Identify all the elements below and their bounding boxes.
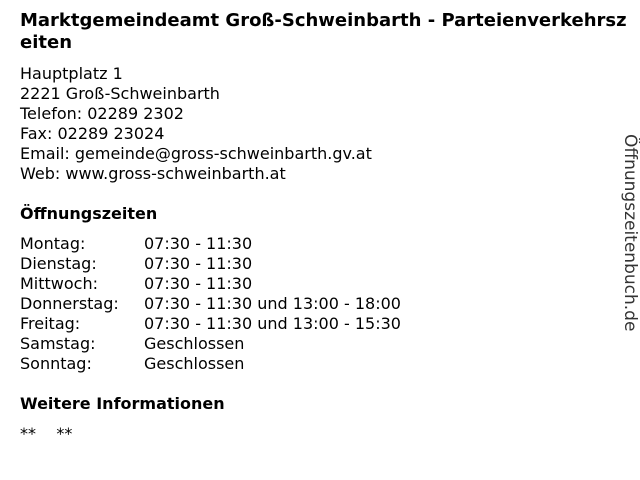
- address-web: Web: www.gross-schweinbarth.at: [20, 164, 286, 183]
- opening-hours-list: [20, 234, 401, 374]
- hours-row-wednesday: [20, 274, 401, 294]
- hours-time: 07:30 - 11:30: [144, 234, 253, 253]
- hours-day: Mittwoch:: [20, 274, 98, 293]
- address-street: Hauptplatz 1: [20, 64, 123, 83]
- hours-time: 07:30 - 11:30 und 13:00 - 15:30: [144, 314, 401, 333]
- hours-day: Sonntag:: [20, 354, 92, 373]
- address-block: [20, 64, 372, 184]
- hours-time: Geschlossen: [144, 354, 245, 373]
- hours-row-monday: [20, 234, 401, 254]
- opening-hours-heading: Öffnungszeiten: [20, 204, 158, 223]
- hours-time: 07:30 - 11:30: [144, 254, 253, 273]
- hours-day: Samstag:: [20, 334, 96, 353]
- hours-time: 07:30 - 11:30: [144, 274, 253, 293]
- hours-row-saturday: [20, 334, 401, 354]
- further-info-heading: Weitere Informationen: [20, 394, 225, 413]
- hours-time: 07:30 - 11:30 und 13:00 - 18:00: [144, 294, 401, 313]
- hours-row-friday: [20, 314, 401, 334]
- page-title: Marktgemeindeamt Groß-Schweinbarth - Parteienverkehrszeiten: [20, 10, 627, 53]
- hours-day: Freitag:: [20, 314, 81, 333]
- hours-day: Donnerstag:: [20, 294, 119, 313]
- hours-row-tuesday: [20, 254, 401, 274]
- address-fax: Fax: 02289 23024: [20, 124, 165, 143]
- hours-day: Dienstag:: [20, 254, 97, 273]
- address-city: 2221 Groß-Schweinbarth: [20, 84, 220, 103]
- further-info-text: ** **: [20, 424, 73, 443]
- hours-day: Montag:: [20, 234, 86, 253]
- hours-row-thursday: [20, 294, 401, 314]
- address-phone: Telefon: 02289 2302: [20, 104, 184, 123]
- address-email: Email: gemeinde@gross-schweinbarth.gv.at: [20, 144, 372, 163]
- hours-row-sunday: [20, 354, 401, 374]
- hours-time: Geschlossen: [144, 334, 245, 353]
- site-watermark: Öffnungszeitenbuch.de: [620, 134, 640, 332]
